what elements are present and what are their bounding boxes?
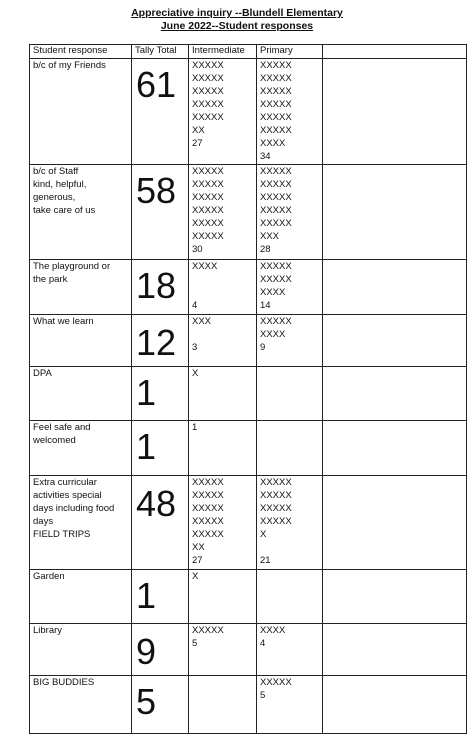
primary-mark: XXXX [260,625,286,636]
primary-mark: XXXXX [260,60,292,71]
primary-mark: XXXXX [260,73,292,84]
column-header-response: Student response [30,45,132,59]
table-row [30,260,467,315]
intermediate-mark: X [192,571,199,582]
column-header-tally: Tally Total [132,45,189,59]
tally-total-value: 61 [136,64,177,105]
intermediate-mark: 1 [192,422,198,433]
primary-mark: XXXX [260,287,286,298]
intermediate-cell [189,367,257,421]
intermediate-mark: 5 [192,638,198,649]
response-line: Feel safe and [33,422,91,433]
tally-total-cell [132,367,189,421]
primary-mark: XXXXX [260,274,292,285]
primary-mark [260,541,322,554]
response-cell [30,165,132,260]
primary-cell [257,315,323,367]
intermediate-cell [189,570,257,624]
intermediate-mark: XXXXX [192,60,224,71]
intermediate-mark: XXXXX [192,205,224,216]
intermediate-mark: XXXXX [192,231,224,242]
blank-cell [323,165,467,260]
response-line: b/c of my Friends [33,60,106,71]
intermediate-mark: XXXXX [192,625,224,636]
primary-mark: 21 [260,555,271,566]
intermediate-cell [189,260,257,315]
intermediate-mark: XXXXX [192,86,224,97]
response-line: b/c of Staff [33,166,79,177]
primary-mark: XXXXX [260,677,292,688]
primary-cell [257,165,323,260]
blank-cell [323,367,467,421]
primary-mark: XXXXX [260,477,292,488]
response-cell [30,315,132,367]
table-row [30,476,467,570]
response-line: days including food [33,503,115,514]
blank-cell [323,624,467,676]
blank-cell [323,59,467,165]
primary-mark: XXXXX [260,125,292,136]
response-line: DPA [33,368,52,379]
primary-mark: XXXXX [260,112,292,123]
intermediate-mark: XXXXX [192,73,224,84]
primary-mark: X [260,529,267,540]
intermediate-mark: XX [192,542,205,553]
intermediate-mark: XXXXX [192,516,224,527]
tally-total-value: 18 [136,265,177,306]
tally-total-cell [132,570,189,624]
intermediate-mark: X [192,368,199,379]
response-line: BIG BUDDIES [33,677,95,688]
primary-mark: 9 [260,342,266,353]
blank-cell [323,260,467,315]
intermediate-mark: XXXXX [192,179,224,190]
intermediate-mark: XXXXX [192,166,224,177]
response-line: welcomed [33,435,76,446]
primary-cell [257,476,323,570]
intermediate-mark: XXX [192,316,212,327]
intermediate-mark [192,273,256,286]
table-row [30,315,467,367]
primary-mark: 34 [260,151,271,162]
column-header-blank [323,45,467,59]
response-line: the park [33,274,68,285]
intermediate-cell [189,315,257,367]
tally-total-cell [132,476,189,570]
table-header-row [30,45,467,59]
primary-cell [257,367,323,421]
blank-cell [323,421,467,476]
response-line: generous, [33,192,76,203]
response-line: The playground or [33,261,111,272]
response-line: Extra curricular [33,477,97,488]
table-row [30,570,467,624]
intermediate-mark: XXXXX [192,477,224,488]
tally-total-value: 48 [136,483,177,524]
tally-total-value: 1 [136,575,157,616]
intermediate-cell [189,165,257,260]
response-cell [30,260,132,315]
tally-total-value: 5 [136,681,157,722]
table-row [30,676,467,734]
intermediate-cell [189,476,257,570]
primary-mark: 5 [260,690,266,701]
tally-total-value: 1 [136,426,157,467]
intermediate-mark: 27 [192,138,203,149]
response-cell [30,676,132,734]
intermediate-mark: 3 [192,342,198,353]
response-cell [30,570,132,624]
intermediate-mark: 30 [192,244,203,255]
tally-total-value: 1 [136,372,157,413]
tally-total-value: 9 [136,631,157,672]
response-line: Garden [33,571,65,582]
primary-cell [257,570,323,624]
table-row [30,165,467,260]
primary-mark: XXXXX [260,166,292,177]
response-line: days [33,516,54,527]
blank-cell [323,570,467,624]
primary-mark: XXXXX [260,316,292,327]
intermediate-mark: 27 [192,555,203,566]
intermediate-cell [189,624,257,676]
primary-mark: XXXXX [260,503,292,514]
student-responses-table [29,44,467,734]
table-row [30,624,467,676]
intermediate-mark: XXXXX [192,503,224,514]
tally-total-value: 58 [136,170,177,211]
primary-mark: XXXXX [260,205,292,216]
primary-mark: 14 [260,300,271,311]
intermediate-mark: XXXX [192,261,218,272]
intermediate-mark [192,286,256,299]
primary-mark: XXXXX [260,261,292,272]
response-cell [30,476,132,570]
response-line: take care of us [33,205,96,216]
primary-mark: XXXXX [260,516,292,527]
intermediate-mark: 4 [192,300,198,311]
response-cell [30,367,132,421]
intermediate-cell [189,676,257,734]
intermediate-mark: XXXXX [192,112,224,123]
response-line: activities special [33,490,102,501]
response-cell [30,59,132,165]
intermediate-mark: XXXXX [192,490,224,501]
primary-mark: XXXXX [260,192,292,203]
primary-mark: XXXXX [260,218,292,229]
primary-mark: XXXXX [260,490,292,501]
tally-total-cell [132,421,189,476]
primary-mark: 4 [260,638,266,649]
intermediate-mark: XXXXX [192,529,224,540]
intermediate-mark: XXXXX [192,218,224,229]
table-row [30,421,467,476]
intermediate-cell [189,59,257,165]
tally-total-cell [132,165,189,260]
column-header-intermediate: Intermediate [189,45,257,59]
primary-mark: 28 [260,244,271,255]
intermediate-cell [189,421,257,476]
document-subtitle: June 2022--Student responses [160,20,314,32]
primary-mark: XXXX [260,329,286,340]
document-title: Appreciative inquiry --Blundell Elementary [131,7,343,19]
tally-total-cell [132,624,189,676]
table-row [30,59,467,165]
blank-cell [323,476,467,570]
intermediate-mark: XXXXX [192,192,224,203]
intermediate-mark: XXXXX [192,99,224,110]
response-cell [30,421,132,476]
column-header-primary: Primary [257,45,323,59]
primary-mark: XXXXX [260,99,292,110]
primary-mark: XXXX [260,138,286,149]
response-line: What we learn [33,316,94,327]
response-cell [30,624,132,676]
intermediate-mark [192,328,256,341]
blank-cell [323,315,467,367]
tally-total-cell [132,676,189,734]
tally-total-value: 12 [136,322,177,363]
primary-mark: XXXXX [260,179,292,190]
response-line: Library [33,625,63,636]
primary-cell [257,260,323,315]
primary-cell [257,676,323,734]
blank-cell [323,676,467,734]
intermediate-mark: XX [192,125,205,136]
primary-cell [257,59,323,165]
primary-cell [257,624,323,676]
response-line: kind, helpful, [33,179,87,190]
primary-cell [257,421,323,476]
tally-total-cell [132,260,189,315]
tally-total-cell [132,315,189,367]
table-row [30,367,467,421]
tally-total-cell [132,59,189,165]
response-line: FIELD TRIPS [33,529,91,540]
primary-mark: XXXXX [260,86,292,97]
primary-mark: XXX [260,231,280,242]
